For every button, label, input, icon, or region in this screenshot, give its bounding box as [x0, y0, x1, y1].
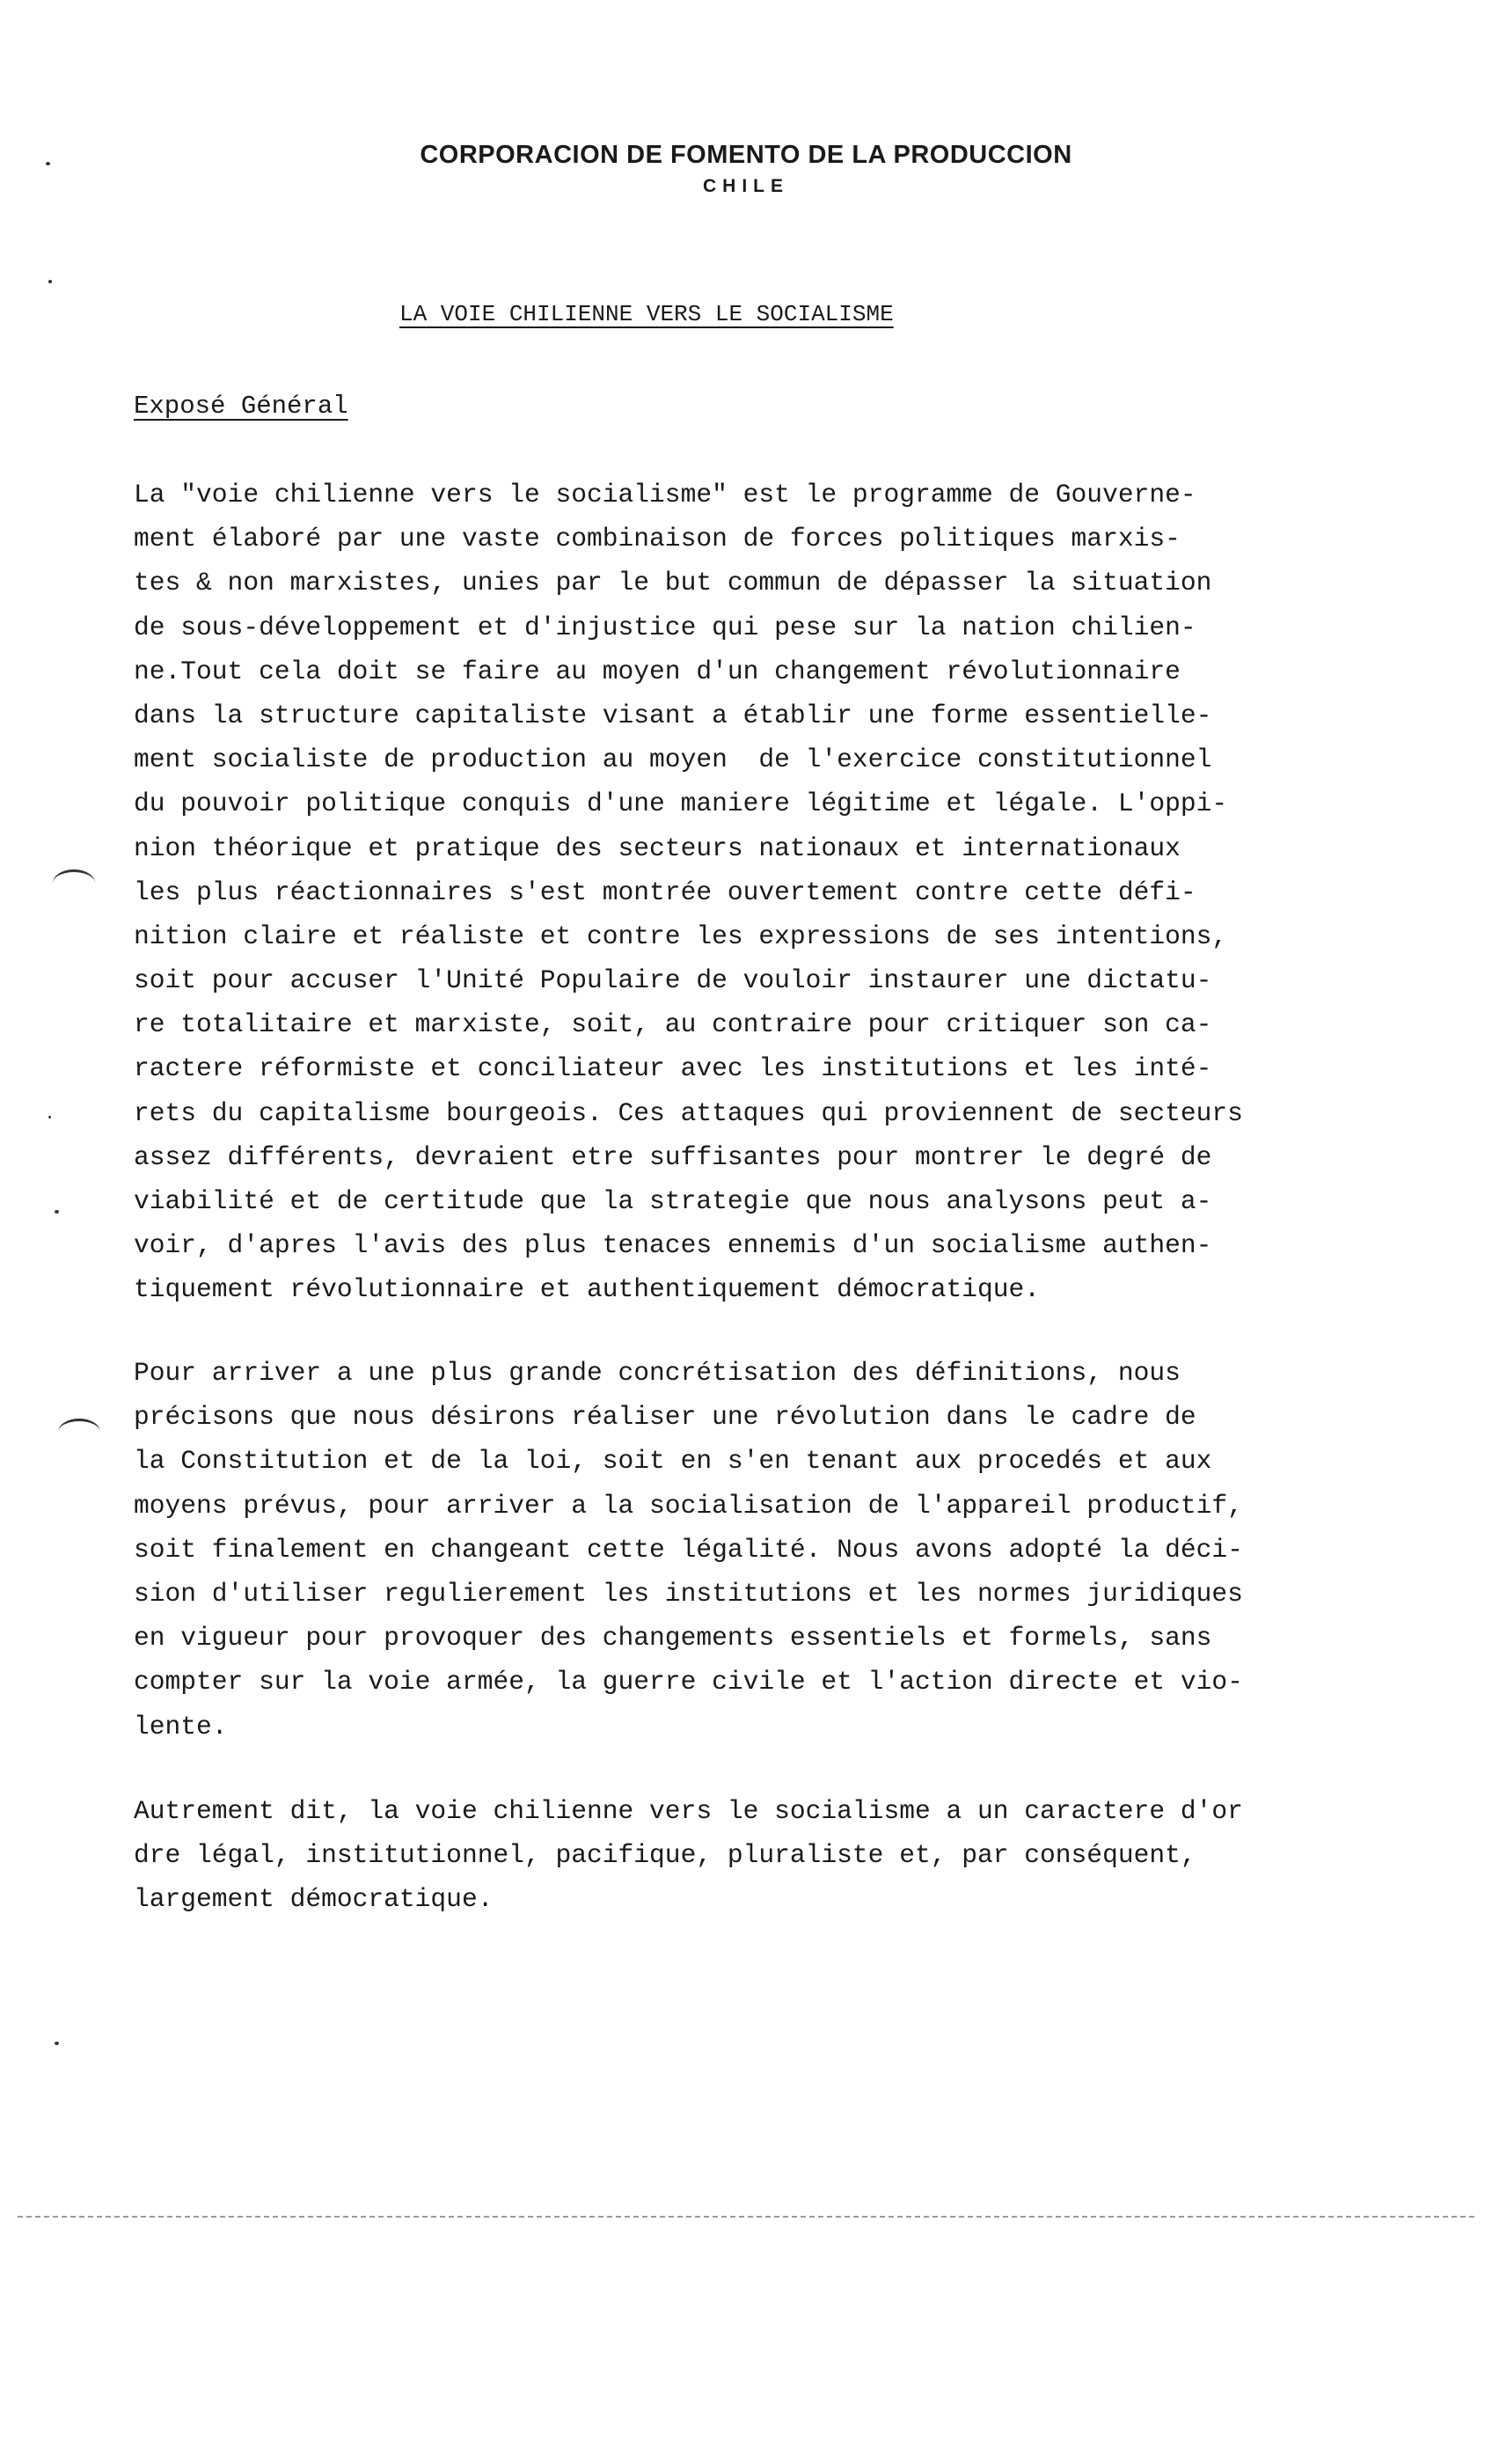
text-line: la Constitution et de la loi, soit en s'en tenant aux procedés et aux	[134, 1446, 1212, 1477]
scan-speck	[55, 1210, 59, 1214]
text-line: précisons que nous désirons réaliser une révolution dans le cadre de	[134, 1402, 1196, 1433]
text-line: ne.Tout cela doit se faire au moyen d'un changement révolutionnaire	[134, 656, 1181, 686]
paragraph-2	[134, 1351, 1243, 1749]
scan-speck	[48, 280, 52, 283]
text-line: lente.	[134, 1711, 228, 1742]
scan-speck	[46, 162, 50, 165]
text-line: nition claire et réaliste et contre les expressions de ses intentions,	[134, 920, 1228, 951]
text-line: ment socialiste de production au moyen de l'exercice constitutionnel	[134, 744, 1212, 775]
punch-hole-mark	[53, 869, 95, 897]
text-line: Autrement dit, la voie chilienne vers le socialisme a un caractere d'or	[134, 1796, 1243, 1826]
organization-header: CORPORACION DE FOMENTO DE LA PRODUCCION	[420, 141, 1072, 169]
paragraph-1	[134, 473, 1243, 1312]
text-line: tiquement révolutionnaire et authentiquement démocratique.	[134, 1274, 1041, 1305]
scan-speck	[48, 1116, 51, 1118]
text-line: ractere réformiste et conciliateur avec les institutions et les inté-	[134, 1053, 1212, 1084]
text-line: en vigueur pour provoquer des changements essentiels et formels, sans	[134, 1623, 1212, 1654]
text-line: tes & non marxistes, unies par le but commun de dépasser la situation	[134, 568, 1212, 598]
text-line: dans la structure capitaliste visant a établir une forme essentielle-	[134, 700, 1212, 730]
scan-speck	[55, 2042, 59, 2045]
paragraph-3	[134, 1789, 1243, 1922]
text-line: ment élaboré par une vaste combinaison de forces politiques marxis-	[134, 524, 1181, 554]
text-line: compter sur la voie armée, la guerre civile et l'action directe et vio-	[134, 1667, 1243, 1698]
punch-hole-mark	[58, 1419, 100, 1446]
country-header: CHILE	[703, 176, 789, 196]
text-line: dre légal, institutionnel, pacifique, pluraliste et, par conséquent,	[134, 1840, 1196, 1871]
text-line: soit pour accuser l'Unité Populaire de vouloir instaurer une dictatu-	[134, 965, 1212, 996]
text-line: re totalitaire et marxiste, soit, au contraire pour critiquer son ca-	[134, 1009, 1212, 1040]
text-line: viabilité et de certitude que la strategie que nous analysons peut a-	[134, 1186, 1212, 1216]
text-line: voir, d'apres l'avis des plus tenaces ennemis d'un socialisme authen-	[134, 1230, 1212, 1261]
text-line: moyens prévus, pour arriver a la socialisation de l'appareil productif,	[134, 1490, 1243, 1521]
text-line: de sous-développement et d'injustice qui pese sur la nation chilien-	[134, 612, 1196, 642]
text-line: du pouvoir politique conquis d'une maniere légitime et légale. L'oppi-	[134, 788, 1228, 819]
section-heading: Exposé Général	[134, 392, 348, 421]
text-line: assez différents, devraient etre suffisantes pour montrer le degré de	[134, 1141, 1212, 1172]
text-line: La "voie chilienne vers le socialisme" est le programme de Gouverne-	[134, 480, 1196, 510]
text-line: soit finalement en changeant cette légalité. Nous avons adopté la déci-	[134, 1534, 1243, 1565]
text-line: rets du capitalisme bourgeois. Ces attaques qui proviennent de secteurs	[134, 1097, 1243, 1128]
fold-line	[18, 2216, 1474, 2218]
text-line: les plus réactionnaires s'est montrée ouvertement contre cette défi-	[134, 876, 1196, 907]
document-title: LA VOIE CHILIENNE VERS LE SOCIALISME	[399, 301, 894, 327]
text-line: Pour arriver a une plus grande concrétisation des définitions, nous	[134, 1358, 1181, 1388]
text-line: nion théorique et pratique des secteurs nationaux et internationaux	[134, 832, 1181, 863]
text-line: largement démocratique.	[134, 1884, 494, 1915]
text-line: sion d'utiliser regulierement les institutions et les normes juridiques	[134, 1578, 1243, 1609]
